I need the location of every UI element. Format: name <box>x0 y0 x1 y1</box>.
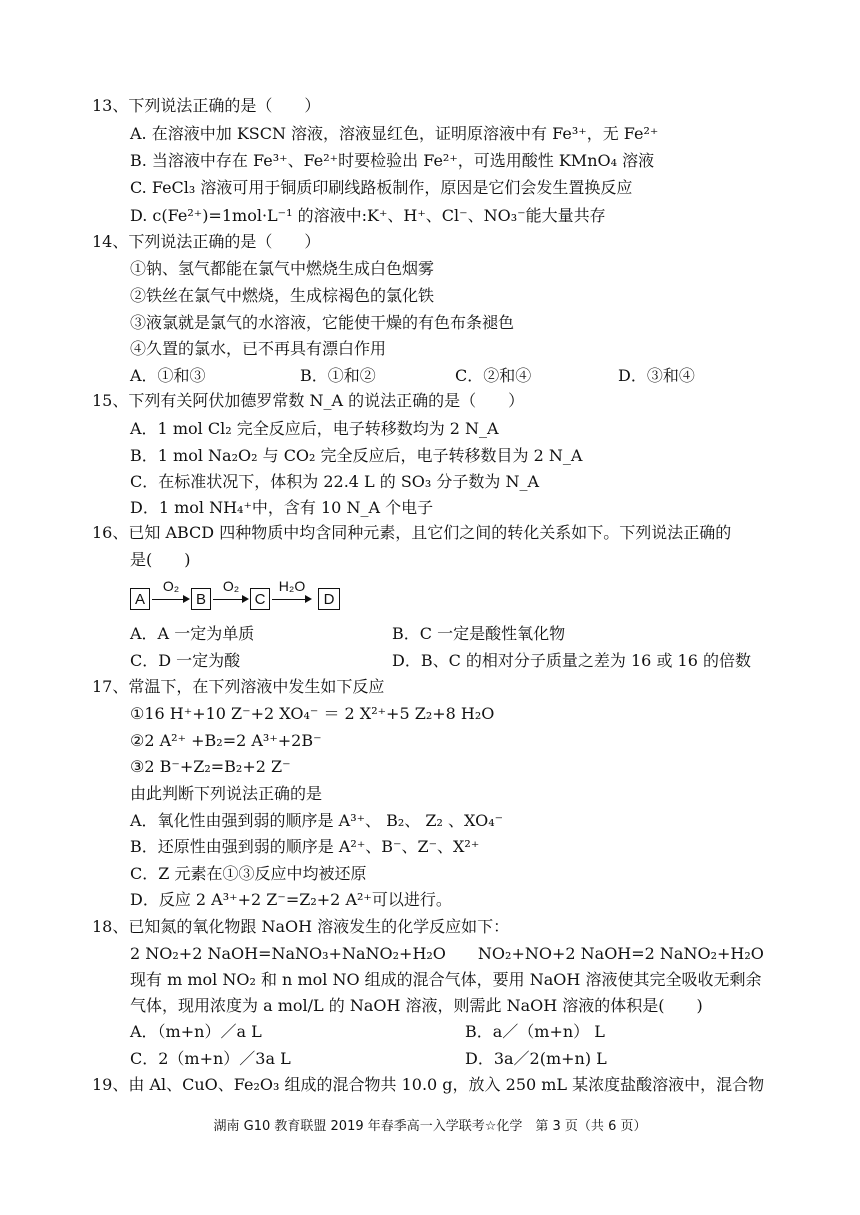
question-15-option-a: A．1 mol Cl₂ 完全反应后，电子转移数均为 2 N_A <box>130 419 499 438</box>
question-17-prompt: 由此判断下列说法正确的是 <box>130 784 323 803</box>
flow-arrow-1 <box>152 578 190 612</box>
flow-arrow-3-label: H₂O <box>278 578 306 594</box>
conversion-flow-diagram <box>130 578 350 612</box>
question-15-option-b: B．1 mol Na₂O₂ 与 CO₂ 完全反应后，电子转移数目为 2 N_A <box>130 446 583 465</box>
question-13-option-a: A. 在溶液中加 KSCN 溶液，溶液显红色，证明原溶液中有 Fe³⁺，无 Fe²⁺ <box>130 124 659 143</box>
question-14-option-b: B．①和② <box>300 366 376 385</box>
question-16-option-d: D．B、C 的相对分子质量之差为 16 或 16 的倍数 <box>392 651 751 670</box>
question-18-option-a: A．（m+n）／a L <box>130 1022 262 1041</box>
question-14-statement-3: ③液氯就是氯气的水溶液，它能使干燥的有色布条褪色 <box>130 313 515 332</box>
question-17-reaction-1: ①16 H⁺+10 Z⁻+2 XO₄⁻ ＝ 2 X²⁺+5 Z₂+8 H₂O <box>130 704 495 723</box>
question-13-option-d: D. c(Fe²⁺)=1mol·L⁻¹ 的溶液中:K⁺、H⁺、Cl⁻、NO₃⁻能大量共存 <box>130 206 606 225</box>
question-16-stem-continued: 是( ) <box>130 550 191 569</box>
question-14-option-a: A．①和③ <box>130 366 206 385</box>
question-14-statement-1: ①钠、氢气都能在氯气中燃烧生成白色烟雾 <box>130 259 435 278</box>
question-16-option-a: A．A 一定为单质 <box>130 624 255 643</box>
question-17-option-b: B．还原性由强到弱的顺序是 A²⁺、B⁻、Z⁻、X²⁺ <box>130 837 480 856</box>
flow-box-d: D <box>318 588 340 610</box>
question-14-option-d: D．③和④ <box>618 366 695 385</box>
arrowhead-icon <box>305 595 312 603</box>
question-15-option-c: C．在标准状况下，体积为 22.4 L 的 SO₃ 分子数为 N_A <box>130 472 540 491</box>
question-16-stem: 16、已知 ABCD 四种物质中均含同种元素，且它们之间的转化关系如下。下列说法正确的 <box>92 523 732 542</box>
question-17-reaction-2: ②2 A²⁺ +B₂=2 A³⁺+2B⁻ <box>130 731 322 750</box>
question-14-stem: 14、下列说法正确的是（ ） <box>92 232 321 251</box>
question-14-option-c: C．②和④ <box>455 366 532 385</box>
arrowhead-icon <box>183 595 190 603</box>
question-18-text-1: 现有 m mol NO₂ 和 n mol NO 组成的混合气体，要用 NaOH 溶液使其完全吸收无剩余 <box>130 970 762 989</box>
arrowhead-icon <box>242 595 249 603</box>
flow-arrow-1-label: O₂ <box>162 578 180 594</box>
question-15-option-d: D．1 mol NH₄⁺中，含有 10 N_A 个电子 <box>130 498 434 517</box>
question-17-option-a: A．氧化性由强到弱的顺序是 A³⁺、 B₂、 Z₂ 、XO₄⁻ <box>130 811 504 830</box>
question-17-option-d: D．反应 2 A³⁺+2 Z⁻=Z₂+2 A²⁺可以进行。 <box>130 890 452 909</box>
question-14-statement-4: ④久置的氯水，已不再具有漂白作用 <box>130 339 387 358</box>
question-18-option-b: B．a／（m+n） L <box>465 1022 605 1041</box>
question-16-option-c: C．D 一定为酸 <box>130 651 241 670</box>
flow-arrow-2-label: O₂ <box>222 578 240 594</box>
question-17-option-c: C．Z 元素在①③反应中均被还原 <box>130 864 367 883</box>
question-16-option-b: B．C 一定是酸性氧化物 <box>392 624 566 643</box>
question-13-option-c: C. FeCl₃ 溶液可用于铜质印刷线路板制作，原因是它们会发生置换反应 <box>130 178 633 197</box>
flow-arrow-2 <box>213 578 249 612</box>
question-18-equations: 2 NO₂+2 NaOH=NaNO₃+NaNO₂+H₂O NO₂+NO+2 NaOH=2 NaNO₂+H₂O <box>130 944 764 963</box>
question-15-stem: 15、下列有关阿伏加德罗常数 N_A 的说法正确的是（ ） <box>92 391 525 410</box>
question-17-stem: 17、常温下，在下列溶液中发生如下反应 <box>92 677 385 696</box>
question-18-option-c: C．2（m+n）／3a L <box>130 1049 291 1068</box>
flow-box-b: B <box>191 588 211 610</box>
flow-box-a: A <box>130 588 150 610</box>
question-18-stem: 18、已知氮的氧化物跟 NaOH 溶液发生的化学反应如下： <box>92 917 510 936</box>
question-18-option-d: D．3a／2(m+n) L <box>465 1049 607 1068</box>
question-19-stem: 19、由 Al、CuO、Fe₂O₃ 组成的混合物共 10.0 g，放入 250 mL 某浓度盐酸溶液中，混合物 <box>92 1075 765 1094</box>
flow-arrow-3 <box>272 578 312 612</box>
question-14-statement-2: ②铁丝在氯气中燃烧，生成棕褐色的氯化铁 <box>130 286 435 305</box>
question-18-text-2: 气体，现用浓度为 a mol/L 的 NaOH 溶液，则需此 NaOH 溶液的体积是( ) <box>130 996 703 1015</box>
flow-box-c: C <box>250 588 270 610</box>
question-13-stem: 13、下列说法正确的是（ ） <box>92 96 321 115</box>
question-17-reaction-3: ③2 B⁻+Z₂=B₂+2 Z⁻ <box>130 757 291 776</box>
page-footer: 湖南 G10 教育联盟 2019 年春季高一入学联考☆化学 第 3 页（共 6 页） <box>213 1119 647 1134</box>
question-13-option-b: B. 当溶液中存在 Fe³⁺、Fe²⁺时要检验出 Fe²⁺，可选用酸性 KMnO₄ 溶液 <box>130 151 655 170</box>
